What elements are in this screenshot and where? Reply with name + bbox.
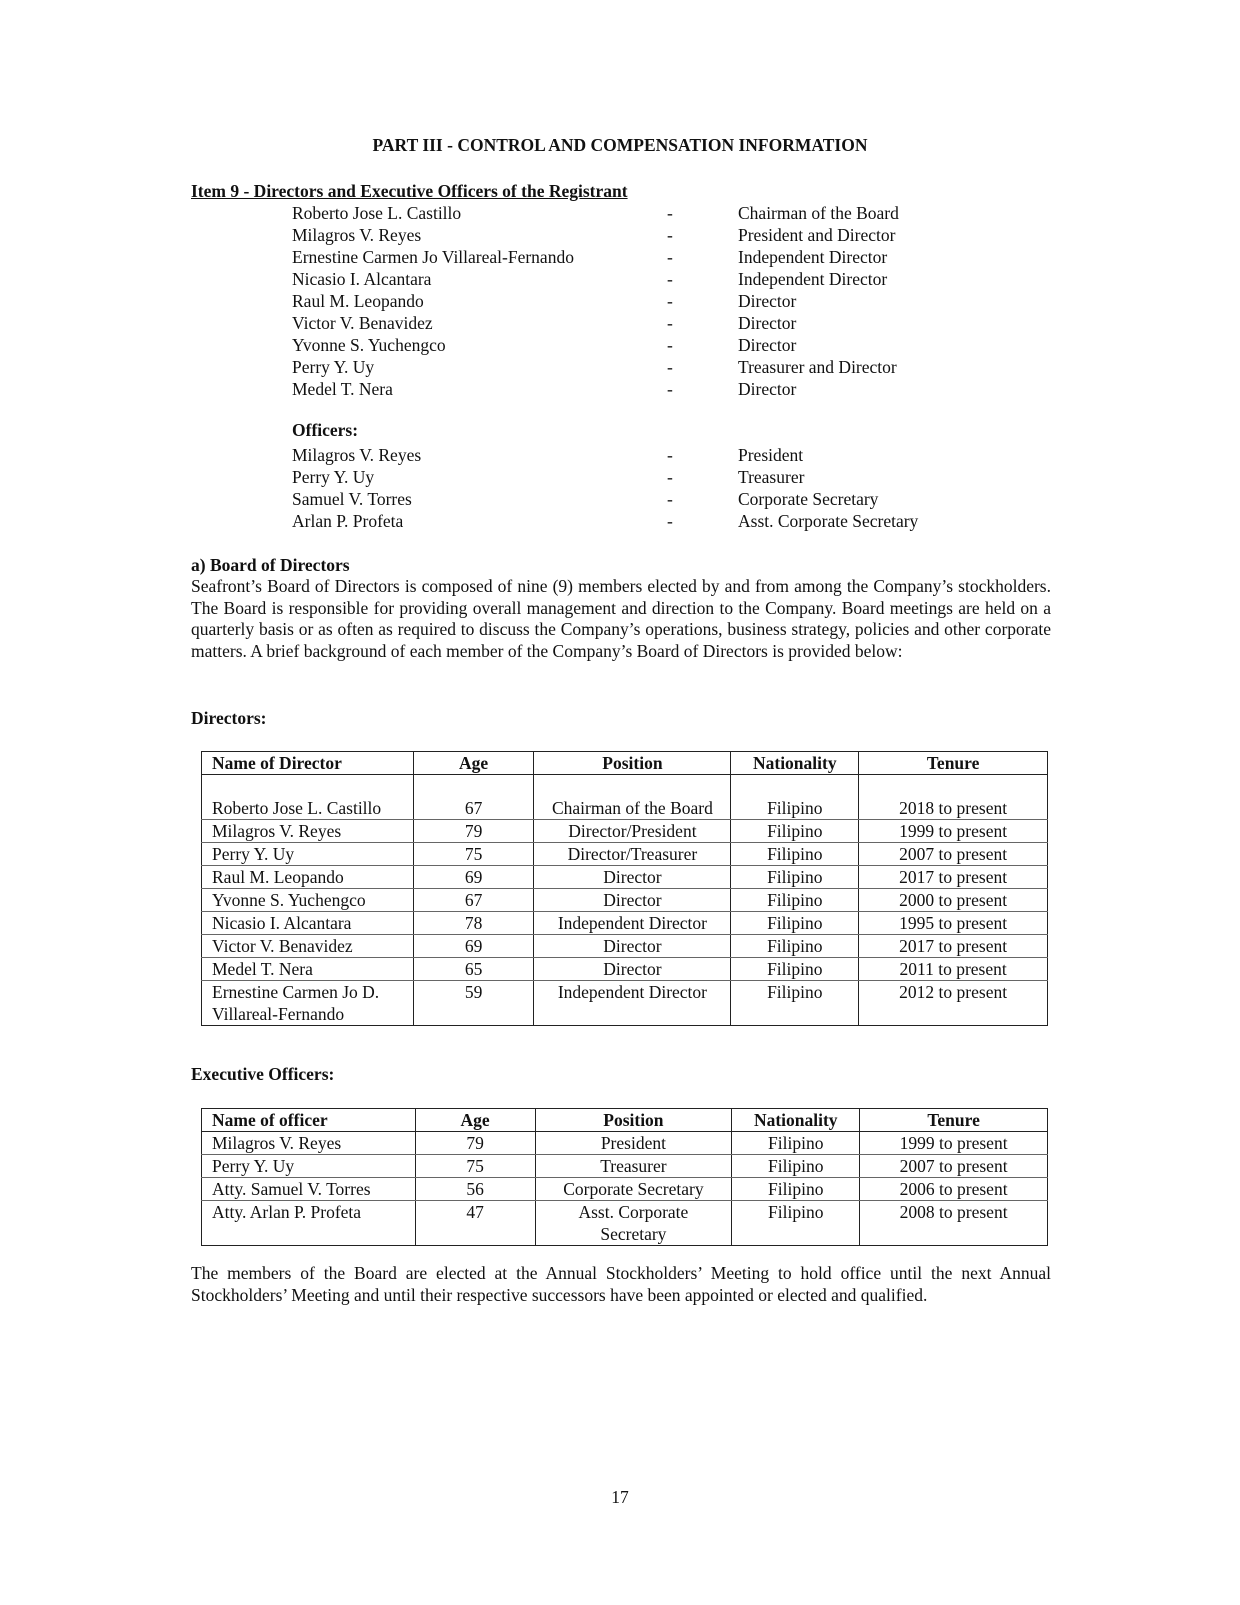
roster-name: Nicasio I. Alcantara — [292, 269, 432, 289]
table-row — [202, 820, 1048, 843]
cell-name: Victor V. Benavidez — [202, 935, 414, 958]
table-spacer-row — [202, 775, 1048, 798]
column-header: Age — [413, 752, 534, 775]
cell-name: Medel T. Nera — [202, 958, 414, 981]
cell-tenure: 2000 to present — [859, 889, 1048, 912]
roster-name: Milagros V. Reyes — [292, 445, 422, 465]
roster-dash: - — [667, 445, 673, 465]
cell-age: 69 — [413, 935, 534, 958]
cell-nationality: Filipino — [731, 912, 859, 935]
cell-position: Director — [534, 958, 731, 981]
cell-age: 78 — [413, 912, 534, 935]
cell-nationality: Filipino — [731, 797, 859, 820]
table-row — [202, 981, 1048, 1026]
cell-position: Director/Treasurer — [534, 843, 731, 866]
table-row — [202, 1155, 1048, 1178]
table-row — [202, 866, 1048, 889]
cell-tenure: 2018 to present — [859, 797, 1048, 820]
cell-name: Yvonne S. Yuchengco — [202, 889, 414, 912]
roster-dash: - — [667, 489, 673, 509]
directors-table — [201, 751, 1048, 1026]
roster-name: Milagros V. Reyes — [292, 225, 422, 245]
executive-officers-heading: Executive Officers: — [191, 1064, 335, 1084]
page-number: 17 — [611, 1487, 629, 1507]
table-header-row — [202, 752, 1048, 775]
table-row — [202, 889, 1048, 912]
cell-nationality: Filipino — [731, 843, 859, 866]
column-header: Position — [534, 752, 731, 775]
cell-name: Perry Y. Uy — [202, 1155, 416, 1178]
roster-dash: - — [667, 247, 673, 267]
cell-age: 47 — [415, 1201, 535, 1246]
roster-role: President — [738, 445, 804, 465]
cell-tenure: 1999 to present — [860, 1132, 1048, 1155]
table-header-row — [202, 1109, 1048, 1132]
column-header: Name of officer — [202, 1109, 416, 1132]
table-row — [202, 958, 1048, 981]
cell-age: 75 — [413, 843, 534, 866]
roster-name: Raul M. Leopando — [292, 291, 424, 311]
cell-tenure: 2007 to present — [859, 843, 1048, 866]
table-row — [202, 912, 1048, 935]
board-heading: a) Board of Directors — [191, 555, 350, 575]
roster-dash: - — [667, 357, 673, 377]
item-9-heading: Item 9 - Directors and Executive Officers of the Registrant — [191, 181, 628, 201]
roster-role: Independent Director — [738, 247, 888, 267]
table-row — [202, 1201, 1048, 1246]
cell-tenure: 2012 to present — [859, 981, 1048, 1026]
column-header: Nationality — [732, 1109, 860, 1132]
cell-nationality: Filipino — [731, 958, 859, 981]
roster-name: Ernestine Carmen Jo Villareal-Fernando — [292, 247, 574, 267]
cell-tenure: 1999 to present — [859, 820, 1048, 843]
directors-heading: Directors: — [191, 708, 267, 728]
roster-name: Yvonne S. Yuchengco — [292, 335, 446, 355]
cell-position: Corporate Secretary — [535, 1178, 732, 1201]
cell-position: Chairman of the Board — [534, 797, 731, 820]
roster-role: Corporate Secretary — [738, 489, 879, 509]
cell-age: 69 — [413, 866, 534, 889]
roster-role: Director — [738, 291, 797, 311]
roster-dash: - — [667, 335, 673, 355]
cell-name: Atty. Samuel V. Torres — [202, 1178, 416, 1201]
roster-dash: - — [667, 269, 673, 289]
roster-name: Samuel V. Torres — [292, 489, 412, 509]
table-row — [202, 935, 1048, 958]
table-row — [202, 1178, 1048, 1201]
cell-position: Director — [534, 935, 731, 958]
roster-name: Victor V. Benavidez — [292, 313, 433, 333]
roster-dash: - — [667, 511, 673, 531]
column-header: Position — [535, 1109, 732, 1132]
cell-tenure: 2006 to present — [860, 1178, 1048, 1201]
cell-nationality: Filipino — [731, 889, 859, 912]
cell-position: Director — [534, 889, 731, 912]
roster-dash: - — [667, 467, 673, 487]
cell-position: Asst. Corporate Secretary — [535, 1201, 732, 1246]
table-row — [202, 843, 1048, 866]
cell-nationality: Filipino — [731, 935, 859, 958]
cell-nationality: Filipino — [732, 1132, 860, 1155]
cell-nationality: Filipino — [732, 1201, 860, 1246]
cell-age: 67 — [413, 889, 534, 912]
cell-nationality: Filipino — [732, 1178, 860, 1201]
roster-role: Independent Director — [738, 269, 888, 289]
roster-role: President and Director — [738, 225, 896, 245]
cell-age: 56 — [415, 1178, 535, 1201]
cell-name: Nicasio I. Alcantara — [202, 912, 414, 935]
roster-role: Director — [738, 379, 797, 399]
cell-tenure: 2011 to present — [859, 958, 1048, 981]
cell-tenure: 2008 to present — [860, 1201, 1048, 1246]
cell-age: 67 — [413, 797, 534, 820]
officers-label: Officers: — [292, 420, 359, 440]
roster-dash: - — [667, 291, 673, 311]
cell-age: 65 — [413, 958, 534, 981]
roster-name: Perry Y. Uy — [292, 357, 375, 377]
column-header: Tenure — [859, 752, 1048, 775]
roster-dash: - — [667, 203, 673, 223]
closing-paragraph: The members of the Board are elected at the Annual Stockholders’ Meeting to hold office until the next Annual Stockholders’ Meeting and until their respective successors have been appointed or elected and qualified. — [191, 1263, 1051, 1305]
roster-dash: - — [667, 379, 673, 399]
cell-position: President — [535, 1132, 732, 1155]
roster-name: Arlan P. Profeta — [292, 511, 404, 531]
cell-name: Milagros V. Reyes — [202, 1132, 416, 1155]
roster-dash: - — [667, 225, 673, 245]
cell-position: Director — [534, 866, 731, 889]
cell-position: Treasurer — [535, 1155, 732, 1178]
cell-name: Perry Y. Uy — [202, 843, 414, 866]
cell-age: 59 — [413, 981, 534, 1026]
officers-table — [201, 1108, 1048, 1246]
cell-age: 75 — [415, 1155, 535, 1178]
cell-position: Independent Director — [534, 981, 731, 1026]
roster-role: Director — [738, 335, 797, 355]
page-title: PART III - CONTROL AND COMPENSATION INFORMATION — [372, 135, 868, 155]
board-paragraph: Seafront’s Board of Directors is composed of nine (9) members elected by and from among the Company’s stockholders. The Board is responsible for providing overall management and direction to the Company. Board meetings are held on a quarterly basis or as often as required to discuss the Company’s operations, business strategy, policies and other corporate matters. A brief background of each member of the Company’s Board of Directors is provided below: — [191, 576, 1051, 661]
cell-name: Milagros V. Reyes — [202, 820, 414, 843]
cell-position: Independent Director — [534, 912, 731, 935]
roster-role: Asst. Corporate Secretary — [738, 511, 919, 531]
cell-name: Ernestine Carmen Jo D. Villareal-Fernando — [202, 981, 414, 1026]
column-header: Nationality — [731, 752, 859, 775]
column-header: Name of Director — [202, 752, 414, 775]
cell-nationality: Filipino — [731, 820, 859, 843]
table-row — [202, 1132, 1048, 1155]
cell-nationality: Filipino — [731, 981, 859, 1026]
roster-name: Medel T. Nera — [292, 379, 393, 399]
cell-tenure: 2007 to present — [860, 1155, 1048, 1178]
roster-role: Chairman of the Board — [738, 203, 899, 223]
cell-nationality: Filipino — [731, 866, 859, 889]
roster-role: Treasurer — [738, 467, 805, 487]
column-header: Age — [415, 1109, 535, 1132]
table-row — [202, 797, 1048, 820]
roster-role: Director — [738, 313, 797, 333]
cell-tenure: 2017 to present — [859, 866, 1048, 889]
cell-name: Roberto Jose L. Castillo — [202, 797, 414, 820]
roster-name: Roberto Jose L. Castillo — [292, 203, 462, 223]
cell-nationality: Filipino — [732, 1155, 860, 1178]
cell-name: Atty. Arlan P. Profeta — [202, 1201, 416, 1246]
cell-age: 79 — [415, 1132, 535, 1155]
roster-dash: - — [667, 313, 673, 333]
roster-role: Treasurer and Director — [738, 357, 897, 377]
cell-tenure: 2017 to present — [859, 935, 1048, 958]
cell-name: Raul M. Leopando — [202, 866, 414, 889]
column-header: Tenure — [860, 1109, 1048, 1132]
cell-position: Director/President — [534, 820, 731, 843]
cell-age: 79 — [413, 820, 534, 843]
roster-name: Perry Y. Uy — [292, 467, 375, 487]
cell-tenure: 1995 to present — [859, 912, 1048, 935]
